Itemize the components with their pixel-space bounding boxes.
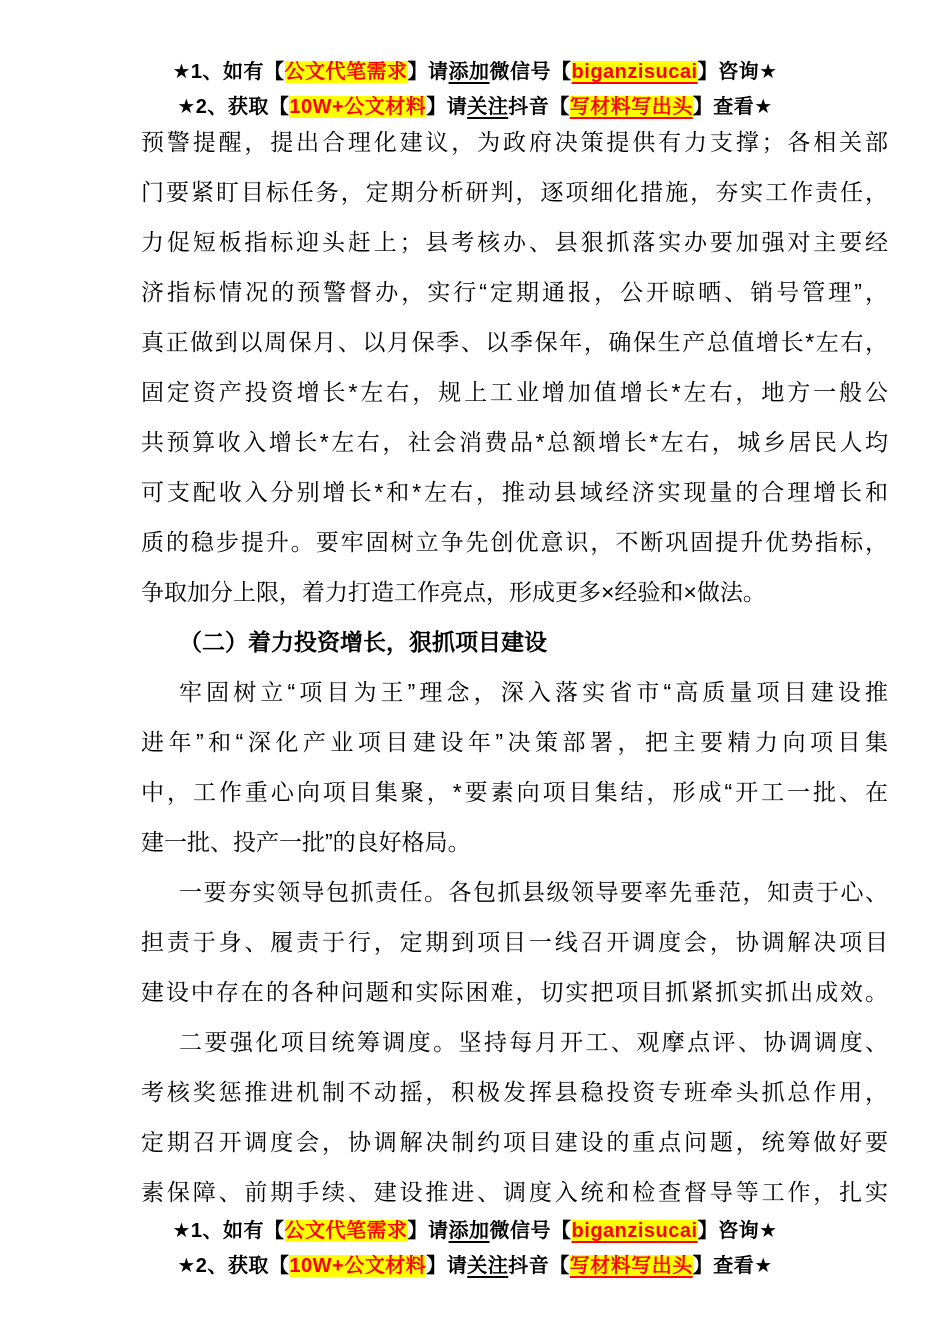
text-line: 进年”和“深化产业项目建设年”决策部署，把主要精力向项目集: [141, 729, 888, 755]
text-line: 门要紧盯目标任务，定期分析研判，逐项细化措施，夯实工作责任，: [141, 179, 888, 205]
banner-highlighted-link-text: biganzisucai: [571, 61, 698, 83]
text-line: 牢固树立“项目为王”理念，深入落实省市“高质量项目建设推: [179, 679, 888, 705]
text-line: 预警提醒，提出合理化建议，为政府决策提供有力支撑；各相关部: [141, 129, 888, 155]
text-line: 济指标情况的预警督办，实行“定期通报，公开晾晒、销号管理”，: [141, 279, 888, 305]
banner-text: 抖音【: [508, 96, 570, 118]
header-banner-line-1: [0, 55, 950, 90]
text-line: 一要夯实领导包抓责任。各包抓县级领导要率先垂范，知责于心、: [179, 879, 888, 905]
text-line: 共预算收入增长*左右，社会消费品*总额增长*左右，城乡居民人均: [141, 429, 888, 455]
text-line: 担责于身、履责于行，定期到项目一线召开调度会，协调解决项目: [141, 929, 888, 955]
text-line: 建一批、投产一批”的良好格局。: [141, 829, 471, 855]
footer-banner: [0, 1214, 950, 1284]
paragraph: [141, 1017, 888, 1217]
banner-text: 】请: [407, 1220, 449, 1242]
banner-text: ★1、如有【: [172, 61, 285, 83]
banner-underlined-text: 添加: [448, 61, 490, 83]
banner-text: ★2、获取【: [177, 1255, 290, 1277]
banner-highlighted-phrase: 10W+公文材料: [289, 96, 427, 118]
section-heading: [141, 617, 888, 667]
text-line: 素保障、前期手续、建设推进、调度入统和检查督导等工作，扎实: [141, 1179, 888, 1205]
text-line: 力促短板指标迎头赶上；县考核办、县狠抓落实办要加强对主要经: [141, 229, 888, 255]
text-line: 质的稳步提升。要牢固树立争先创优意识，不断巩固提升优势指标，: [141, 529, 888, 555]
banner-text: 】查看★: [692, 1255, 773, 1277]
text-line: 中，工作重心向项目集聚，*要素向项目集结，形成“开工一批、在: [141, 779, 888, 805]
banner-text: 】请: [426, 1255, 468, 1277]
banner-highlighted-link-text: 写材料写出头: [569, 96, 693, 118]
banner-underlined-text: 关注: [467, 1255, 509, 1277]
banner-text: 】咨询★: [697, 61, 778, 83]
banner-highlighted-phrase: 公文代笔需求: [284, 1220, 408, 1242]
banner-text: ★2、获取【: [177, 96, 290, 118]
banner-highlighted-link-text: biganzisucai: [571, 1220, 698, 1242]
paragraph: [141, 117, 888, 617]
text-line: 建设中存在的各种问题和实际困难，切实把项目抓紧抓实抓出成效。: [141, 979, 888, 1005]
banner-underlined-text: 关注: [467, 96, 509, 118]
document-body: [141, 117, 888, 1217]
banner-text: ★1、如有【: [172, 1220, 285, 1242]
text-line: 真正做到以周保月、以月保季、以季保年，确保生产总值增长*左右，: [141, 329, 888, 355]
footer-banner-line-2: [0, 1249, 950, 1284]
banner-text: 】咨询★: [697, 1220, 778, 1242]
banner-text: 微信号【: [489, 61, 572, 83]
text-line: 争取加分上限，着力打造工作亮点，形成更多×经验和×做法。: [141, 579, 766, 605]
text-line: 定期召开调度会，协调解决制约项目建设的重点问题，统筹做好要: [141, 1129, 888, 1155]
banner-highlighted-link-text: 写材料写出头: [569, 1255, 693, 1277]
banner-text: 】请: [407, 61, 449, 83]
text-line: 二要强化项目统筹调度。坚持每月开工、观摩点评、协调调度、: [179, 1029, 888, 1055]
banner-text: 微信号【: [489, 1220, 572, 1242]
banner-highlighted-phrase: 10W+公文材料: [289, 1255, 427, 1277]
banner-underlined-text: 添加: [448, 1220, 490, 1242]
text-line: 固定资产投资增长*左右，规上工业增加值增长*左右，地方一般公: [141, 379, 888, 405]
footer-banner-line-1: [0, 1214, 950, 1249]
text-line: （二）着力投资增长，狠抓项目建设: [179, 629, 547, 655]
banner-text: 】查看★: [692, 96, 773, 118]
text-line: 可支配收入分别增长*和*左右，推动县域经济实现量的合理增长和: [141, 479, 888, 505]
banner-highlighted-phrase: 公文代笔需求: [284, 61, 408, 83]
paragraph: [141, 667, 888, 867]
paragraph: [141, 867, 888, 1017]
banner-text: 抖音【: [508, 1255, 570, 1277]
header-banner: [0, 55, 950, 125]
banner-text: 】请: [426, 96, 468, 118]
text-line: 考核奖惩推进机制不动摇，积极发挥县稳投资专班牵头抓总作用，: [141, 1079, 888, 1105]
